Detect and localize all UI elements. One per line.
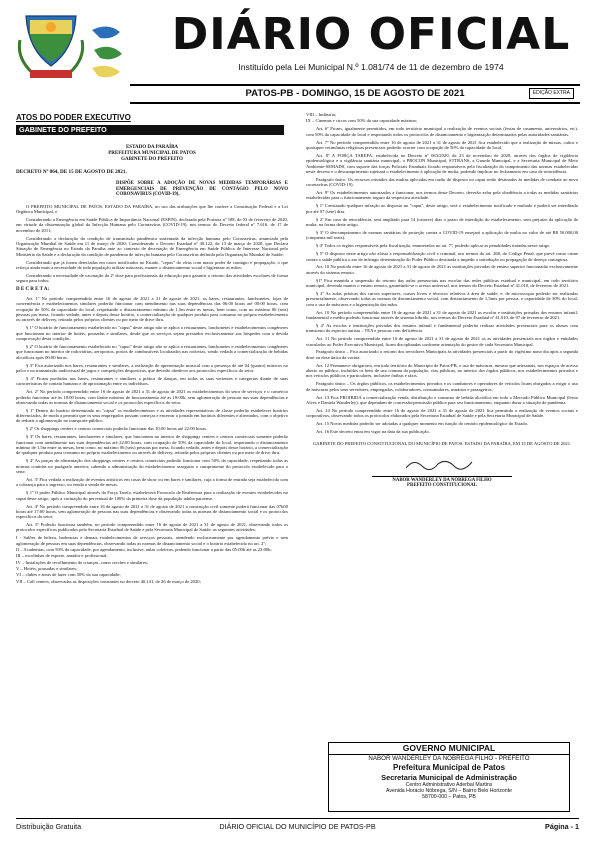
info-box-address: Centro Administrativo Aderbal Martins	[405, 782, 493, 788]
article: § 2º Os shoppings centers e centros comerciais poderão funcionar das 10:00 horas até 22:00 horas.	[26, 426, 208, 432]
decree-ementa: DISPÕE SOBRE A ADOÇÃO DE NOVAS MEDIDAS TEMPORÁRIAS E EMERGENCIAIS DE PREVENÇÃO DE CONTÁGIO PELO NOVO CORONAVIRUS (COVID-19).	[116, 181, 288, 198]
newspaper-subtitle: Instituído pela Lei Municipal N.º 1.081/74 de 11 de dezembro de 1974	[238, 62, 504, 72]
info-box-mayor: NABOR WANDERLEY DA NÓBREGA FILHO - PREFEITO	[368, 755, 530, 762]
article: Parágrafo único – Os órgãos públicos, os estabelecimentos privados e os condutores e operadores de veículos ficam obrigados a exigir o uso de máscaras pelos seus servidores, empregados, colaboradores, consumidores, usuários e passageiros.	[306, 381, 578, 392]
article: § 1º Constatado qualquer infração ao disposto no "caput", deste artigo, será o estabelecimento notificado e multado e poderá ser interditado por até 07 (sete) dias.	[306, 203, 578, 214]
article: Art. 15 Novas medidas poderão ser adotadas a qualquer momento em função do cenário epidemiológico do Estado.	[316, 421, 529, 427]
activity-list-continued	[306, 112, 578, 124]
info-box-address: Avenida Horácio Nóbrega, S/N – Bairro Belo Horizonte	[386, 788, 512, 795]
date-bar	[130, 84, 580, 104]
list-item: VIII – Indústria;	[306, 112, 337, 117]
article: Art. 7º No período compreendido entre 16 de agosto de 2021 a 31 de agosto de 2021 fica estabelecido que a realização de missas, cultos e quaisquer cerimônias religiosas presenciais poderão ocorrer com ocupação de 50% da capacidade do local.	[306, 139, 578, 150]
consideration: Considerando a Emergência em Saúde Pública de Importância Nacional (ESPIN), declarada pela Portaria nº 188, de 03 de fevereiro de 2020, em virtude da disseminação global da Infecção Humana pelo Coronavírus (COVID-19), nos termos do Decreto federal nº 7.616, de 17 de novembro de 2011;	[16, 217, 288, 233]
article: § 1º Dentro do horário determinado no "caput" os estabelecimentos e as atividades representativas de classe poderão estabelecer horários diferenciados, de modo a permitir que os seus empregados possam começar e encerrar a jornada em horários diferentes e alternados, com o objetivo de reduzir a aglomeração no transporte público.	[16, 407, 288, 424]
edition-badge: EDIÇÃO EXTRA	[529, 88, 574, 99]
section-heading: ATOS DO PODER EXECUTIVO	[16, 113, 131, 122]
newspaper-title: DIÁRIO OFICIAL	[171, 9, 571, 60]
footer-center: DIÁRIO OFICIAL DO MUNICÍPIO DE PATOS-PB	[219, 822, 376, 831]
issuer-line: GABINETE DO PREFEITO	[121, 157, 183, 162]
article: Art. 16 Este decreto entra em vigor na data da sua publicação.	[316, 429, 430, 435]
article: Parágrafo único – Fica autorizado o retorno dos servidores Municipais às atividades presenciais a partir do vigésimo nono dia após a segunda dose ou dose única da vacina.	[306, 349, 578, 360]
consideration: Considerando a necessidade de vacinação da 2ª dose para profissionais da educação para garantir o retorno das atividades escolares de forma segura para todos;	[16, 273, 288, 284]
article: Art. 14 No período compreendido entre 16 de agosto de 2021 a 31 de agosto de 2021 fica permitida a realização de eventos sociais e corporativos, observando todos os protocolos elaborados pela Secretaria Estadual de Saúde e pela Secretaria Municipal de Saúde.	[306, 407, 578, 419]
preamble: O PREFEITO MUNICIPAL DE PATOS, ESTADO DA PARAÍBA, no uso das atribuições que lhe confere a Constituição Federal e a Lei Orgânica Municipal, e	[16, 203, 288, 215]
right-column	[306, 112, 578, 489]
list-item: I - Salões de beleza, barbearias e demais estabelecimentos de serviços pessoais, atendendo exclusivamente por agendamento prévio e sem aglomeração de pessoas em suas dependências, observando todas as normas de distanciamento social e o horário estabelecido no art. 2º;	[16, 535, 288, 546]
issuer-line: ESTADO DA PARAÍBA	[125, 145, 179, 150]
list-item: II – Academias, com 50% da capacidade, por agendamento, inclusive, aulas coletivas, podendo funcionar a partir das 05:00h até as 23:00h;	[16, 547, 272, 553]
list-item: VI – clubes e áreas de lazer com 50% da sua capacidade;	[16, 572, 121, 578]
article: § 1º O poder Público Municipal através da Força Tarefa, estabelecerá Protocolo de Reabertura para a realização de eventos estabelecidos no caput deste artigo, após a vacinação do percentual de 100% da primeira dose da população adulta patoense.	[16, 490, 288, 501]
article: Art. 6º Ficam, igualmente permitidos, em todo território municipal a realização de eventos sociais (festas de casamento, aniversários, etc), com 50% da capacidade do local e respeitando todos os protocolos de distanciamento e higienização determinados pelas autoridades sanitárias.	[306, 126, 578, 137]
article: §1º Fica mantida a suspensão do retorno das aulas presenciais nas escolas das redes públicas estadual e municipal, em todo território municipal, devendo manter o ensino remoto, garantindo-se o acesso universal, nos termos do Decreto Estadual nº 41.010, de fevereiro de 2021.	[306, 277, 578, 289]
article: § 2º O horário de funcionamento estabelecido no "caput" deste artigo não se aplica a restaurantes, lanchonetes e estabelecimentos congêneres que funcionam no interior de rodoviárias, aeroportos, postos de combustíveis localizados nas rodovias, sendo vedada a comercialização de bebidas alcoólicas após 00:00 horas.	[16, 343, 288, 360]
article: Parágrafo único. Os recursos oriundos das multas aplicadas em razão do disposto no caput serão destinados às medidas de combate ao novo coronavírus (COVID-19).	[306, 176, 578, 188]
article: § 2º Em caso de reincidência, será ampliado para 14 (catorze) dias o prazo de interdição do estabelecimento, sem prejuízo da aplicação de multa, na forma deste artigo.	[306, 216, 578, 227]
article: § 5º O disposto neste artigo não afasta a responsabilização civil e criminal, nos termos do art. 268, do Código Penal, que prevê como crime contra a saúde pública o ato de infringir determinação do Poder Público destinada a impedir a introdução ou propagação de doença contagiosa.	[306, 251, 578, 262]
info-box-address: 58700-000 – Patos, PB	[422, 794, 476, 801]
signatory-role: PREFEITO CONSTITUCIONAL	[407, 483, 477, 489]
page-footer	[16, 818, 579, 835]
article: § 4º Ficam proibidas nos bares, restaurantes e similares a prática de danças, em todas as suas vertentes e categorias diante de suas características de contato humano e de aproximação entre os indivíduos.	[16, 375, 288, 387]
decreta-label: D E C R E T A:	[16, 286, 50, 292]
municipal-crest-icon	[16, 10, 126, 88]
masthead-text	[146, 9, 595, 72]
article: Art. 10 No período compreendido entre 16 de agosto de 2021 a 31 de agosto de 2021 as escolas e instituições privadas dos ensinos infantil, fundamental e médio poderão funcionar através de sistema híbrido, nos termos do Decreto Estadual nº 41.010, de 07 de fevereiro de 2021.	[306, 309, 578, 320]
consideration: Considerando a declaração da condição de transmissão pandêmica sustentada da infecção humana pelo Coronavírus, anunciada pela Organização Mundial de Saúde em 11 de março de 2020; Considerando o Decreto Estadual nº 40.122, de 13 de março de 2020, que Declara Situação de Emergência no Estado da Paraíba ante ao contexto de decretação de Emergência em Saúde Pública de Interesse Nacional pelo Ministério da Saúde e a declaração da condição de pandemia de infecção humana pelo Coronavírus definida pela Organização Mundial de Saúde;	[16, 235, 288, 257]
article: § 4º As praças de alimentação dos shoppings centers e centros comerciais poderão funcionar com 50% da capacidade, respeitando todas as normas contidas no parágrafo anterior, cabendo a administração do estabelecimento assegurar o cumprimento do protocolo estabelecido para o setor.	[16, 458, 288, 474]
article: § 4º As escolas e instituições privadas dos ensinos infantil e fundamental poderão realizar atividades presenciais para os alunos com transtorno do espectro autista – TEA e pessoas com deficiência.	[306, 322, 578, 334]
article: § 2º As aulas práticas dos cursos superiores, cursos livres e técnicos relativos à área de saúde, e, de microscopia poderão ser realizadas presencialmente, observando todas as normas de distanciamento social, com distanciamento de 1,5mts por pessoa, e capacidade de 30% do local, com o uso de máscaras e a higienização das mãos.	[306, 291, 578, 307]
article: Art. 9º Os estabelecimentos autorizados a funcionar, nos termos deste Decreto, deverão zelar pela obediência a todas as medidas sanitárias estabelecidas para o funcionamento seguro da respectiva atividade.	[306, 190, 578, 201]
activity-list	[16, 535, 288, 584]
article: Art. 1º No período compreendido entre 16 de agosto de 2021 a 31 de agosto de 2021, os bares, restaurantes, lanchonetes, lojas de conveniência e estabelecimentos similares poderão funcionar com atendimento nas suas dependências das 06:00 horas até 00:00 horas, com ocupação de 50% da capacidade do local, respeitando o distanciamento mínimo de 1,5m entre as mesas, bem como, com no máximo 06 (seis) pessoas por mesa, ficando vedado, antes e depois desse horário, a comercialização de qualquer produto para consumo no próprio estabelecimento ou através de delivery, retirada pelos próprios clientes ou por meio de drive thru.	[16, 296, 288, 323]
signatory-name: NABOR WANDERLEY DA NÓBREGA FILHO	[392, 477, 492, 483]
government-info-box	[328, 742, 570, 812]
article: § 1º O horário de funcionamento estabelecido no "caput" deste artigo não se aplica a restaurantes, lanchonetes e estabelecimentos congêneres que funcionam no interior de hotéis, pousadas e similares, desde que os serviços sejam prestados exclusivamente aos hóspedes com a devida comprovação desta condição.	[16, 325, 288, 342]
article: Art. 8º A FORÇA TAREFA, estabelecida no Decreto nº 063/2020, de 23 de novembro de 2020, através dos órgãos de vigilância epidemiológica e a vigilância sanitária municipal, o PROCON Municipal, STTRANS, a Guarda Municipal, e a Secretaria Municipal de Meio Ambiente-SEMADS, com suporte das forças Policiais Estaduais ficarão responsáveis pela fiscalização do cumprimento das normas estabelecidas neste decreto e o descumprimento sujeitará o estabelecimento à aplicação de multa, podendo implicar no fechamento em caso de reincidência.	[306, 152, 578, 174]
article: Art. 5º Poderão funcionar também, no período compreendido entre 16 de agosto de 2021 a 31 de agosto de 2021, observando todos os protocolos específicos publicados pela Secretaria Estadual de Saúde e pela Secretaria Municipal de Saúde, as seguintes atividades:	[16, 522, 288, 533]
article: Art. 3º Fica vedada a realização de eventos artísticos em casas de show ou em bares e similares, cuja a forma de entrada seja estabelecida com a cobrança para o ingresso, ou venda a venda de mesas.	[16, 476, 288, 488]
signature-block	[306, 456, 578, 489]
footer-left: Distribuição Gratuita	[16, 822, 82, 831]
issue-date: PATOS-PB - DOMINGO, 15 DE AGOSTO DE 2021	[245, 88, 465, 99]
list-item: IX – Cinemas e circos com 50% da sua capacidade máxima;	[306, 118, 417, 124]
article: § 3º Os bares, restaurantes, lanchonetes e similares, que funcionem no interior de shoppings centers e centros comerciais somente poderão funcionar com atendimento nas suas dependências até 22:00 horas, com ocupação de 50% da capacidade do local, respeitando o distanciamento mínimo de 1,5m entre as mesas, bem como, no máximo 06 (seis) pessoas por mesa, ficando vedado, antes e depois desse horário, a comercialização de qualquer produto para consumo no próprio estabelecimento ou através de delivery, retirada pelos próprios clientes ou por meio de drive thru.	[16, 434, 288, 456]
issuer-header	[16, 145, 288, 163]
article: Art. 13 Fica PROIBIDA a comercialização venda, distribuição e consumo de bebida alcoólica em todo o Mercado Público Municipal (Ivino Alves e Daniela Wanderley), que dependam de concessão/permissão pública para seu funcionamento, enquanto durar a situação de pandemia.	[306, 394, 578, 405]
info-box-secretaria: Secretaria Municipal de Administração	[381, 773, 517, 782]
list-item: VII – Call centers, observadas as disposições constantes no decreto 40.141, de 26 de março de 2020;	[16, 578, 201, 584]
article: Art. 2º No período compreendido entre 16 de agosto de 2021 a 31 de agosto de 2021 os estabelecimentos do setor de serviços e o comércio poderão funcionar até às 18:00 horas, com limite máximo de funcionamento até as 18:00h, sem aglomeração de pessoas nas suas dependências e observando todas as normas de distanciamento social e os protocolos específicos do setor.	[16, 389, 288, 405]
consideration: Considerando que já foram detectadas em casos notificados no Estado, "cepas" do vírus com maior poder de contágio e propagação, o que reforça ainda mais a necessidade de toda população utilizar máscaras, manter o distanciamento social e higienizar as mãos;	[16, 259, 288, 271]
left-column	[16, 112, 288, 587]
info-box-title: GOVERNO MUNICIPAL	[329, 743, 569, 755]
article: § 3º O descumprimento de normas sanitárias de proteção contra a COVID-19 ensejará a aplicação de multa no valor de até R$ 50.000,00 (cinquenta mil reais).	[306, 229, 578, 241]
handwritten-signature-icon	[402, 456, 482, 472]
signature-line	[372, 476, 512, 477]
info-box-prefeitura: Prefeitura Municipal de Patos	[392, 763, 506, 772]
closing-statement: GABINETE DO PREFEITO CONSTITUCIONAL DO MUNICÍPIO DE PATOS, ESTADO DA PARAÍBA, EM 15 DE AGOSTO DE 2021.	[312, 440, 572, 446]
article: Art. 10 No período entre 16 de agosto de 2021 a 31 de agosto de 2021 as instituições privadas de ensino superior funcionarão exclusivamente através do sistema remoto.	[306, 264, 578, 275]
list-item: V – Hotéis, pousadas e similares;	[16, 566, 78, 572]
list-item: III – escolinhas de esporte, amador e profissional;	[16, 553, 108, 559]
page-number: Página - 1	[545, 822, 579, 831]
article: Art. 4º No período compreendido entre 16 de agosto de 2021 a 31 de agosto de 2021 a construção civil somente poderá funcionar das 07h00 horas até 17:00 horas, sem aglomeração de pessoas nas suas dependências e observando todas as normas de distanciamento social e os protocolos específicos do setor.	[16, 503, 288, 520]
issuer-line: PREFEITURA MUNICIPAL DE PATOS	[108, 151, 196, 156]
article: Art. 11 No período compreendido entre 16 de agosto de 2021 a 31 de agosto de 2021 os as atividades presenciais nos órgãos e entidades vinculados ao Poder Executivo Municipal, ficam disciplinadas conforme orientação do gestor de cada Secretaria Municipal.	[306, 336, 578, 347]
article: § 4º Todos os órgãos responsáveis pela fiscalização, enumerados no art. 7º, poderão aplicar as penalidades tratadas nesse artigo.	[316, 243, 551, 249]
decree-title: DECRETO Nº 064, DE 15 DE AGOSTO DE 2021.	[16, 169, 127, 175]
masthead	[16, 10, 579, 88]
article: Art. 12 Permanece obrigatório, em todo território do Município de Patos-PB, o uso de máscaras, mesmo que artesanais, nos espaços de acesso aberto ao público, incluídos os bens de uso comum da população, vias públicas, no interior dos órgãos públicos, nos estabelecimentos privados e nos veículos públicos e particulares, inclusive ônibus e táxis.	[306, 362, 578, 379]
subsection-heading: GABINETE DO PREFEITO	[16, 125, 284, 135]
list-item: IV – Instalações de recolhimento de crianças, como creches e similares;	[16, 559, 148, 565]
article: § 3º Fica autorizado nos bares, restaurantes e similares, a realização de apresentação musical com a presença de até 04 (quatro) músicos no palco e na transmissão audiovisual de jogos e competições desportivas, que deverão obedecer aos protocolos específicos do setor.	[16, 362, 288, 373]
